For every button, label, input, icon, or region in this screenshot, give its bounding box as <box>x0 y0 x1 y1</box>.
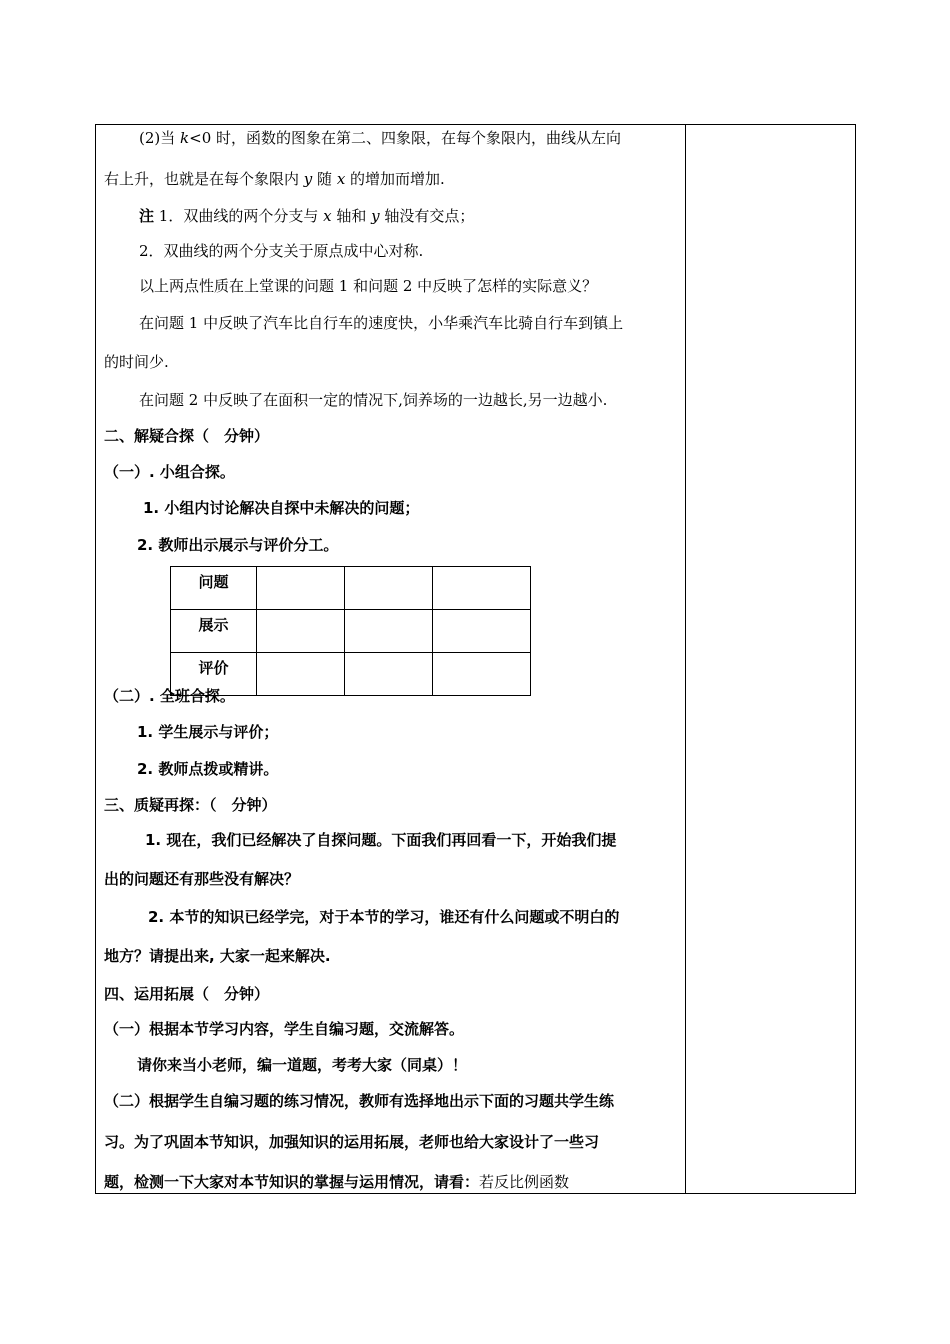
section-4-sub-2-line-1: （二）根据学生自编习题的练习情况，教师有选择地出示下面的习题共学生练 <box>104 1092 615 1110</box>
answer-2: 在问题 2 中反映了在面积一定的情况下,饲养场的一边越长,另一边越小. <box>139 391 608 409</box>
section-2-item-2: 2. 教师出示展示与评价分工。 <box>137 536 339 554</box>
table-cell <box>345 567 433 610</box>
answer-1-line-1: 在问题 1 中反映了汽车比自行车的速度快，小华乘汽车比骑自行车到镇上 <box>139 314 624 332</box>
table-row-header: 评价 <box>171 653 257 696</box>
note-2: 2．双曲线的两个分支关于原点成中心对称. <box>139 242 424 260</box>
table-cell <box>433 610 531 653</box>
note-1: 注 1．双曲线的两个分支与 x 轴和 y 轴没有交点； <box>139 207 475 225</box>
property-2-line-2: 右上升，也就是在每个象限内 y 随 x 的增加而增加. <box>104 170 445 188</box>
section-2-heading: 二、解疑合探（ 分钟） <box>104 427 270 445</box>
section-4-prompt: 请你来当小老师，编一道题，考考大家（同桌）！ <box>137 1056 468 1074</box>
answer-1-line-2: 的时间少. <box>104 353 169 371</box>
section-4-heading: 四、运用拓展（ 分钟） <box>104 985 270 1003</box>
table-cell <box>257 567 345 610</box>
section-3-p1-line-2: 出的问题还有那些没有解决？ <box>104 870 300 888</box>
table-cell <box>433 653 531 696</box>
section-4-sub-1: （一）根据本节学习内容，学生自编习题，交流解答。 <box>104 1020 465 1038</box>
section-3-heading: 三、质疑再探：（ 分钟） <box>104 796 277 814</box>
table-cell <box>433 567 531 610</box>
section-2-sub-2: （二）. 全班合探。 <box>104 687 235 705</box>
section-2-sub-1: （一）. 小组合探。 <box>104 463 235 481</box>
meaning-question: 以上两点性质在上堂课的问题 1 和问题 2 中反映了怎样的实际意义？ <box>139 277 598 295</box>
table-row <box>171 567 531 610</box>
property-2-line-1: (2)当 k<0 时，函数的图象在第二、四象限，在每个象限内，曲线从左向 <box>139 129 622 147</box>
table-cell <box>257 610 345 653</box>
column-divider <box>685 124 686 1194</box>
section-2-item-1: 1. 小组内讨论解决自探中未解决的问题； <box>143 499 420 517</box>
table-cell <box>345 610 433 653</box>
division-table <box>170 566 531 696</box>
table-cell <box>345 653 433 696</box>
table-cell <box>257 653 345 696</box>
section-4-sub-2-line-3: 题，检测一下大家对本节知识的掌握与运用情况，请看：若反比例函数 <box>104 1173 570 1191</box>
section-2-item-3: 1. 学生展示与评价； <box>137 723 279 741</box>
table-row-header: 问题 <box>171 567 257 610</box>
section-4-sub-2-line-2: 习。为了巩固本节知识，加强知识的运用拓展，老师也给大家设计了一些习 <box>104 1133 600 1151</box>
table-row-header: 展示 <box>171 610 257 653</box>
section-3-p2-line-1: 2. 本节的知识已经学完，对于本节的学习，谁还有什么问题或不明白的 <box>148 908 620 926</box>
table-row <box>171 610 531 653</box>
section-2-item-4: 2. 教师点拨或精讲。 <box>137 760 279 778</box>
section-3-p1-line-1: 1. 现在，我们已经解决了自探问题。下面我们再回看一下，开始我们提 <box>145 831 617 849</box>
section-3-p2-line-2: 地方？请提出来, 大家一起来解决. <box>104 947 331 965</box>
